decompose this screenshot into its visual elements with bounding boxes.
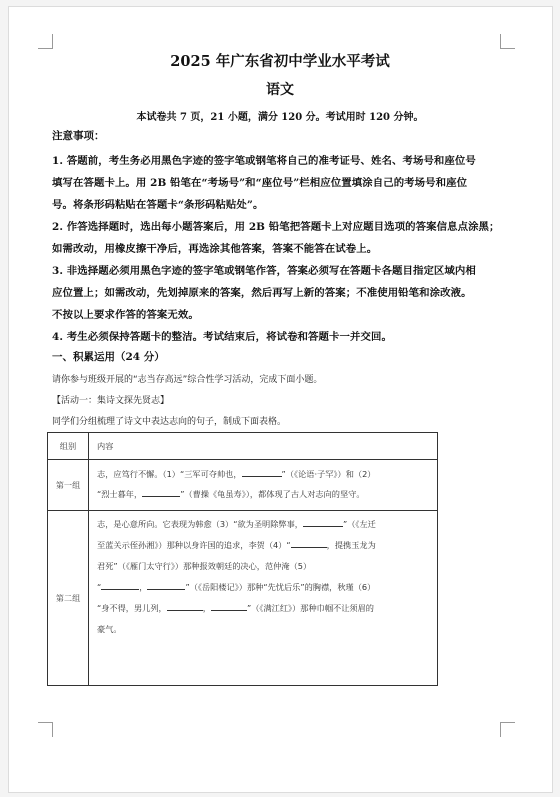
text-fragment: ”（《岳阳楼记》）那种“先忧后乐”的胸襟，秋瑾（6）: [185, 582, 376, 592]
answer-blank[interactable]: [303, 517, 343, 527]
answer-blank[interactable]: [142, 487, 180, 497]
activity-title: 【活动一：集诗文探先贤志】: [52, 396, 170, 406]
text-fragment: 志，应笃行不懈。（1）“三军可夺帅也，: [97, 469, 242, 479]
answer-blank[interactable]: [147, 580, 185, 590]
text-fragment: ，提携玉龙为: [326, 540, 376, 550]
notice-line: 1. 答题前，考生务必用黑色字迹的签字笔或钢笔将自己的准考证号、姓名、考场号和座位号: [52, 155, 476, 167]
answer-blank[interactable]: [242, 467, 282, 477]
group1-content: [89, 460, 438, 511]
text-fragment: 志，是心意所向。它表现为韩愈（3）“欲为圣明除弊事，: [97, 519, 303, 529]
exam-meta: 本试卷共 7 页，21 小题，满分 120 分。考试用时 120 分钟。: [136, 112, 424, 123]
notice-line: 填写在答题卡上。用 2B 铅笔在“考场号”和“座位号”栏相应位置填涂自己的考场号和座位: [52, 177, 468, 189]
table-header-row: [48, 433, 438, 460]
header-group: 组别: [48, 433, 89, 460]
text-fragment: 豪气。: [97, 624, 122, 634]
text-fragment: 至蓝关示侄孙湘》）那种以身许国的追求，李贺（4）“: [97, 540, 291, 550]
text-fragment: ”（《论语·子罕》）和（2）: [281, 469, 376, 479]
text-fragment: ”（曹操《龟虽寿》），都体现了古人对志向的坚守。: [180, 489, 365, 499]
notice-line: 4. 考生必须保持答题卡的整洁。考试结束后，将试卷和答题卡一并交回。: [52, 331, 392, 343]
text-fragment: “烈士暮年，: [97, 489, 143, 499]
notice-line: 号。将条形码粘贴在答题卡“条形码粘贴处”。: [52, 199, 264, 211]
task-instruction: 同学们分组梳理了诗文中表达志向的句子，制成下面表格。: [52, 417, 287, 427]
section-title: 一、积累运用（24 分）: [52, 351, 165, 363]
text-fragment: “身不得，男儿列，: [97, 603, 167, 613]
subject-title: 语文: [266, 82, 294, 98]
crop-mark-top-right: [500, 34, 515, 49]
crop-mark-bottom-left: [38, 722, 53, 737]
text-fragment: 君死”（《雁门太守行》）那种报效朝廷的决心，范仲淹（5）: [97, 561, 312, 571]
group1-label: 第一组: [48, 460, 89, 511]
notice-line: 2. 作答选择题时，选出每小题答案后，用 2B 铅笔把答题卡上对应题目选项的答案信息点涂黑；: [52, 221, 500, 233]
crop-mark-bottom-right: [500, 722, 515, 737]
answer-blank[interactable]: [167, 601, 203, 611]
text-fragment: ”（《满江红》）那种巾帼不让须眉的: [246, 603, 374, 613]
notice-line: 如需改动，用橡皮擦干净后，再选涂其他答案，答案不能答在试卷上。: [52, 243, 378, 255]
notice-line: 不按以上要求作答的答案无效。: [52, 309, 199, 321]
table-row: [48, 460, 438, 511]
text-fragment: ，: [139, 582, 148, 592]
table-row: [48, 511, 438, 686]
crop-mark-top-left: [38, 34, 53, 49]
aims-table: [47, 432, 438, 686]
notice-heading: 注意事项：: [52, 130, 105, 142]
answer-blank[interactable]: [211, 601, 247, 611]
notice-line: 应位置上；如需改动，先划掉原来的答案，然后再写上新的答案；不准使用铅笔和涂改液。: [52, 287, 472, 299]
notice-line: 3. 非选择题必须用黑色字迹的签字笔或钢笔作答，答案必须写在答题卡各题目指定区域内相: [52, 265, 476, 277]
header-content: 内容: [89, 433, 438, 460]
activity-intro: 请你参与班级开展的“志当存高远”综合性学习活动，完成下面小题。: [52, 375, 323, 385]
answer-blank[interactable]: [291, 538, 327, 548]
text-fragment: “: [97, 582, 102, 592]
answer-blank[interactable]: [101, 580, 139, 590]
group2-content: [89, 511, 438, 686]
text-fragment: ”（《左迁: [342, 519, 376, 529]
exam-title: 2025 年广东省初中学业水平考试: [170, 53, 390, 70]
text-fragment: ，: [202, 603, 211, 613]
group2-label: 第二组: [48, 511, 89, 686]
